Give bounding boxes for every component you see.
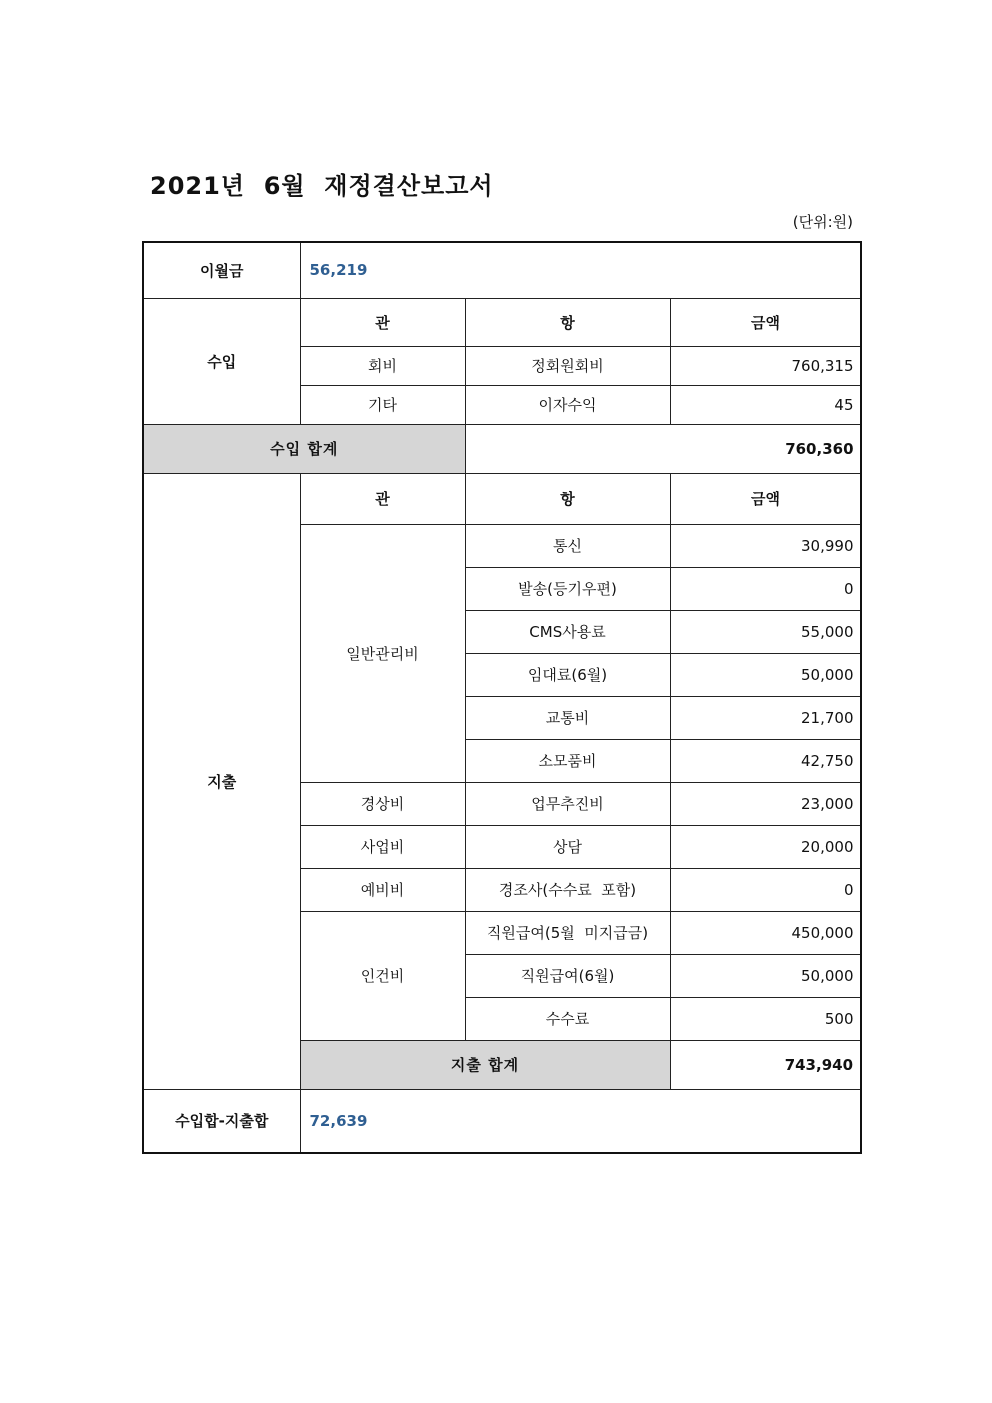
income-amount: 760,315 (670, 346, 861, 385)
income-hang: 정회원회비 (465, 346, 670, 385)
income-amount: 45 (670, 385, 861, 424)
income-hang: 이자수익 (465, 385, 670, 424)
expense-gwan: 경상비 (300, 782, 465, 825)
expense-amount: 42,750 (670, 739, 861, 782)
income-total-label: 수입 합계 (143, 424, 465, 473)
income-header-gwan: 관 (300, 298, 465, 346)
expense-total-value: 743,940 (670, 1040, 861, 1089)
balance-row (143, 1089, 861, 1153)
income-header-row (143, 298, 861, 346)
balance-label: 수입합-지출합 (143, 1089, 300, 1153)
carryover-label: 이월금 (143, 242, 300, 298)
expense-amount: 55,000 (670, 610, 861, 653)
finance-report-table (142, 241, 862, 1154)
expense-hang: 경조사(수수료 포함) (465, 868, 670, 911)
expense-amount: 0 (670, 567, 861, 610)
income-header-hang: 항 (465, 298, 670, 346)
income-total-row (143, 424, 861, 473)
carryover-value: 56,219 (300, 242, 861, 298)
expense-header-row (143, 473, 861, 524)
expense-gwan: 예비비 (300, 868, 465, 911)
expense-gwan: 사업비 (300, 825, 465, 868)
expense-hang: 상담 (465, 825, 670, 868)
income-label: 수입 (143, 298, 300, 424)
expense-hang: 직원급여(5월 미지급금) (465, 911, 670, 954)
expense-gwan: 인건비 (300, 911, 465, 1040)
expense-amount: 50,000 (670, 653, 861, 696)
expense-amount: 21,700 (670, 696, 861, 739)
income-gwan: 기타 (300, 385, 465, 424)
expense-label: 지출 (143, 473, 300, 1089)
expense-amount: 500 (670, 997, 861, 1040)
report-title: 2021년 6월 재정결산보고서 (150, 172, 494, 200)
expense-amount: 23,000 (670, 782, 861, 825)
expense-hang: 통신 (465, 524, 670, 567)
expense-hang: 수수료 (465, 997, 670, 1040)
balance-value: 72,639 (300, 1089, 861, 1153)
expense-header-amount: 금액 (670, 473, 861, 524)
expense-amount: 30,990 (670, 524, 861, 567)
expense-hang: 임대료(6월) (465, 653, 670, 696)
expense-amount: 0 (670, 868, 861, 911)
income-gwan: 회비 (300, 346, 465, 385)
expense-header-hang: 항 (465, 473, 670, 524)
expense-amount: 20,000 (670, 825, 861, 868)
expense-hang: 업무추진비 (465, 782, 670, 825)
unit-label: (단위:원) (792, 213, 853, 231)
expense-total-label: 지출 합계 (300, 1040, 670, 1089)
expense-hang: 발송(등기우편) (465, 567, 670, 610)
expense-hang: 직원급여(6월) (465, 954, 670, 997)
expense-amount: 50,000 (670, 954, 861, 997)
carryover-row (143, 242, 861, 298)
expense-hang: CMS사용료 (465, 610, 670, 653)
expense-gwan: 일반관리비 (300, 524, 465, 782)
income-header-amount: 금액 (670, 298, 861, 346)
expense-hang: 교통비 (465, 696, 670, 739)
expense-amount: 450,000 (670, 911, 861, 954)
income-total-value: 760,360 (465, 424, 861, 473)
expense-header-gwan: 관 (300, 473, 465, 524)
expense-hang: 소모품비 (465, 739, 670, 782)
